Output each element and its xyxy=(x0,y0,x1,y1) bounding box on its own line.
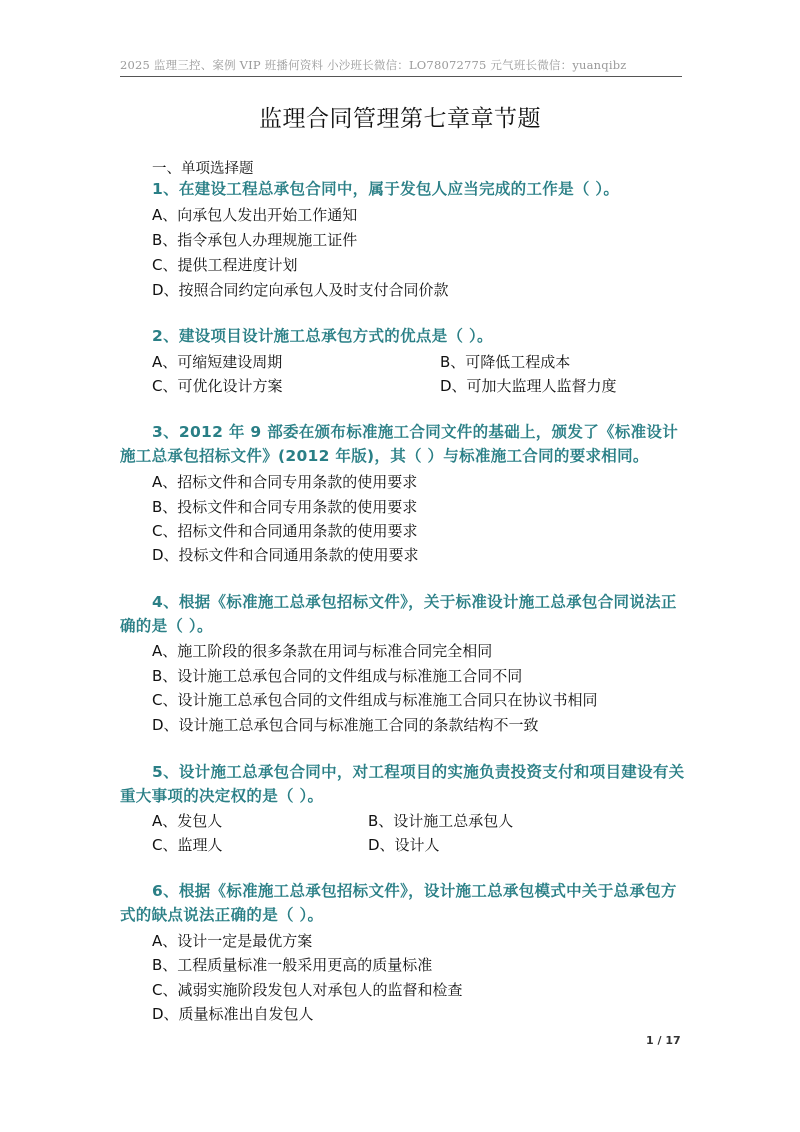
question-5-option-c: C、监理人 xyxy=(152,836,223,854)
header-rule xyxy=(120,76,682,77)
question-6-option-a: A、设计一定是最优方案 xyxy=(152,932,313,950)
question-5-option-d: D、设计人 xyxy=(368,836,440,854)
question-1-option-a: A、向承包人发出开始工作通知 xyxy=(152,206,358,224)
question-4-option-a: A、施工阶段的很多条款在用词与标准合同完全相同 xyxy=(152,642,493,660)
question-2-option-c: C、可优化设计方案 xyxy=(152,377,283,395)
question-6: 6、根据《标准施工总承包招标文件》，设计施工总承包模式中关于总承包方式的缺点说法正确的是（ ）。 xyxy=(120,882,677,924)
question-1-option-b: B、指令承包人办理规施工证件 xyxy=(152,231,358,249)
question-2: 2、建设项目设计施工总承包方式的优点是（ ）。 xyxy=(152,327,493,345)
question-1: 1、在建设工程总承包合同中，属于发包人应当完成的工作是（ ）。 xyxy=(152,180,620,198)
question-2-option-b: B、可降低工程成本 xyxy=(440,353,571,371)
question-6-option-b: B、工程质量标准一般采用更高的质量标准 xyxy=(152,956,433,974)
question-4-option-d: D、设计施工总承包合同与标准施工合同的条款结构不一致 xyxy=(152,716,539,734)
question-6-option-c: C、减弱实施阶段发包人对承包人的监督和检查 xyxy=(152,981,463,999)
question-1-option-d: D、按照合同约定向承包人及时支付合同价款 xyxy=(152,281,449,299)
question-5-option-a: A、发包人 xyxy=(152,812,223,830)
question-4-option-b: B、设计施工总承包合同的文件组成与标准施工合同不同 xyxy=(152,667,523,685)
question-5: 5、设计施工总承包合同中，对工程项目的实施负责投资支付和项目建设有关重大事项的决定权的是（ ）。 xyxy=(120,763,685,805)
question-2-option-a: A、可缩短建设周期 xyxy=(152,353,283,371)
question-5-option-b: B、设计施工总承包人 xyxy=(368,812,514,830)
question-3-option-b: B、投标文件和合同专用条款的使用要求 xyxy=(152,498,418,516)
question-3-option-d: D、投标文件和合同通用条款的使用要求 xyxy=(152,546,419,564)
question-6-option-d: D、质量标准出自发包人 xyxy=(152,1005,314,1023)
question-3: 3、2012 年 9 部委在颁布标准施工合同文件的基础上，颁发了《标准设计施工总承包招标文件》(2012 年版)，其（ ）与标准施工合同的要求相同。 xyxy=(120,423,678,465)
question-4-option-c: C、设计施工总承包合同的文件组成与标准施工合同只在协议书相同 xyxy=(152,691,598,709)
question-1-option-c: C、提供工程进度计划 xyxy=(152,256,298,274)
document-title: 监理合同管理第七章章节题 xyxy=(259,106,541,132)
section-heading: 一、单项选择题 xyxy=(152,161,254,177)
question-2-option-d: D、可加大监理人监督力度 xyxy=(440,377,617,395)
page-number: 1 / 17 xyxy=(646,1034,681,1047)
question-3-option-a: A、招标文件和合同专用条款的使用要求 xyxy=(152,473,418,491)
question-4: 4、根据《标准施工总承包招标文件》，关于标准设计施工总承包合同说法正确的是（ ）。 xyxy=(120,593,677,635)
header-note: 2025 监理三控、案例 VIP 班播何资料 小沙班长微信：LO78072775 元气班长微信：yuanqibz xyxy=(120,58,627,72)
question-3-option-c: C、招标文件和合同通用条款的使用要求 xyxy=(152,522,418,540)
